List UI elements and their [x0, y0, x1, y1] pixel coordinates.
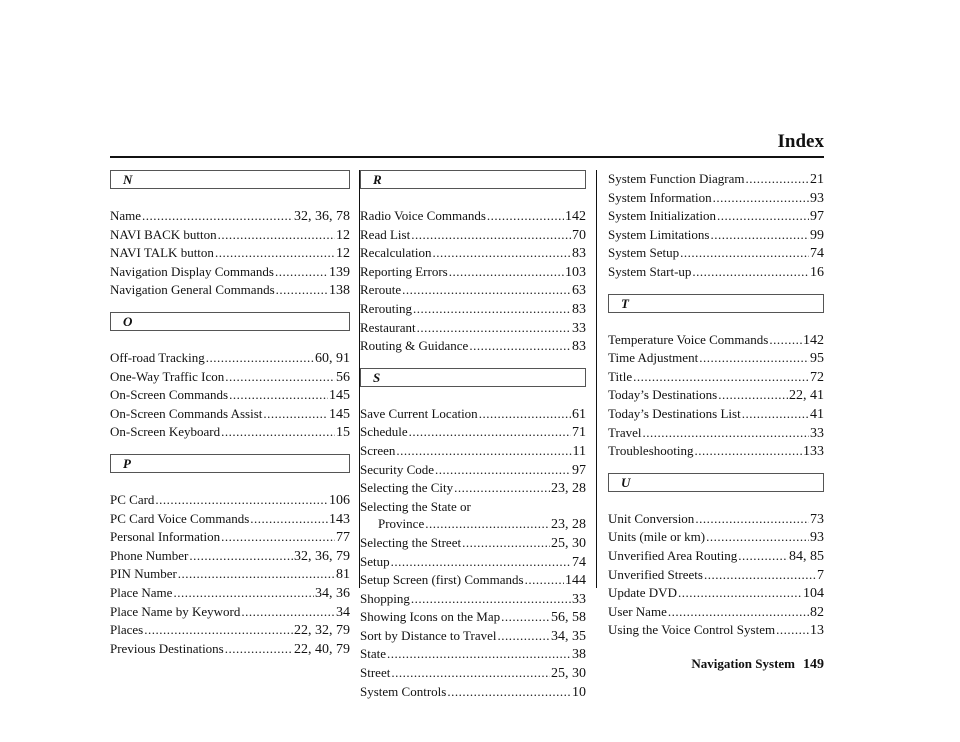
index-entry: Title ..... 72: [608, 368, 824, 387]
index-entry: Reporting Errors ..... 103: [360, 263, 586, 282]
index-entry: Unverified Area Routing ..... 84, 85: [608, 547, 824, 566]
index-entry: Screen ..... 11: [360, 442, 586, 461]
page-number: 149: [803, 657, 824, 672]
section-letter-t: T: [608, 294, 824, 313]
index-entry: System Function Diagram ..... 21: [608, 170, 824, 189]
index-entry: Selecting the City ..... 23, 28: [360, 479, 586, 498]
index-entry: Shopping ..... 33: [360, 590, 586, 609]
index-entry: Security Code ..... 97: [360, 461, 586, 480]
index-entry: PC Card ..... 106: [110, 491, 350, 510]
index-entry: Routing & Guidance ..... 83: [360, 337, 586, 356]
index-entry: Navigation General Commands ..... 138: [110, 281, 350, 300]
index-entry: System Controls ..... 10: [360, 683, 586, 702]
index-entry: Selecting the State or: [360, 498, 471, 514]
index-entry: Setup Screen (first) Commands ..... 144: [360, 571, 586, 590]
index-column-3: [608, 170, 824, 640]
index-entry: System Setup ..... 74: [608, 244, 824, 263]
index-entry: Rerouting ..... 83: [360, 300, 586, 319]
index-entry: Troubleshooting ..... 133: [608, 442, 824, 461]
section-letter-u: U: [608, 473, 824, 492]
index-entry: Place Name by Keyword ..... 34: [110, 603, 350, 622]
index-entry: On-Screen Commands ..... 145: [110, 386, 350, 405]
index-entry: Temperature Voice Commands ..... 142: [608, 331, 824, 350]
index-entry: Off-road Tracking ..... 60, 91: [110, 349, 350, 368]
index-entry: Phone Number ..... 32, 36, 79: [110, 547, 350, 566]
index-entry: On-Screen Keyboard ..... 15: [110, 423, 350, 442]
section-letter-p: P: [110, 454, 350, 473]
index-entry: User Name ..... 82: [608, 603, 824, 622]
index-entry: Personal Information ..... 77: [110, 528, 350, 547]
index-entry: Radio Voice Commands ..... 142: [360, 207, 586, 226]
index-entry: Navigation Display Commands ..... 139: [110, 263, 350, 282]
index-entry: Street ..... 25, 30: [360, 664, 586, 683]
index-entry: NAVI TALK button ..... 12: [110, 244, 350, 263]
index-entry: Units (mile or km) ..... 93: [608, 528, 824, 547]
index-entry: Unit Conversion ..... 73: [608, 510, 824, 529]
index-entry: System Information ..... 93: [608, 189, 824, 208]
index-entry: Sort by Distance to Travel ..... 34, 35: [360, 627, 586, 646]
index-entry: Showing Icons on the Map ..... 56, 58: [360, 608, 586, 627]
header-rule: [110, 156, 824, 158]
section-letter-o: O: [110, 312, 350, 331]
index-entry: Selecting the Street ..... 25, 30: [360, 534, 586, 553]
index-entry: NAVI BACK button ..... 12: [110, 226, 350, 245]
index-entry: Restaurant ..... 33: [360, 319, 586, 338]
section-letter-r: R: [360, 170, 586, 189]
index-entry: PC Card Voice Commands ..... 143: [110, 510, 350, 529]
index-entry: Place Name ..... 34, 36: [110, 584, 350, 603]
index-entry: Using the Voice Control System ..... 13: [608, 621, 824, 640]
index-entry: Recalculation ..... 83: [360, 244, 586, 263]
index-entry: Time Adjustment ..... 95: [608, 349, 824, 368]
index-entry: Read List ..... 70: [360, 226, 586, 245]
index-entry: PIN Number ..... 81: [110, 565, 350, 584]
index-entry: Province ..... 23, 28: [360, 515, 586, 534]
index-entry: Travel ..... 33: [608, 424, 824, 443]
index-entry: System Limitations ..... 99: [608, 226, 824, 245]
index-entry: On-Screen Commands Assist ..... 145: [110, 405, 350, 424]
index-column-1: [110, 170, 350, 658]
index-entry: Reroute ..... 63: [360, 281, 586, 300]
column-divider: [596, 170, 597, 588]
index-entry: Setup ..... 74: [360, 553, 586, 572]
index-entry: Save Current Location ..... 61: [360, 405, 586, 424]
index-entry: System Initialization ..... 97: [608, 207, 824, 226]
index-entry: Schedule ..... 71: [360, 423, 586, 442]
index-entry: Previous Destinations ..... 22, 40, 79: [110, 640, 350, 659]
index-entry: Today’s Destinations List ..... 41: [608, 405, 824, 424]
section-letter-s: S: [360, 368, 586, 387]
index-entry: System Start-up ..... 16: [608, 263, 824, 282]
page-title: Index: [777, 131, 824, 152]
index-entry: State ..... 38: [360, 645, 586, 664]
index-column-2: [360, 170, 586, 701]
section-letter-n: N: [110, 170, 350, 189]
index-entry: Name ..... 32, 36, 78: [110, 207, 350, 226]
footer-label: Navigation System: [691, 656, 795, 671]
index-entry: Today’s Destinations ..... 22, 41: [608, 386, 824, 405]
index-entry: One-Way Traffic Icon ..... 56: [110, 368, 350, 387]
page-footer: [691, 656, 824, 673]
index-entry: Unverified Streets ..... 7: [608, 566, 824, 585]
index-entry: Update DVD ..... 104: [608, 584, 824, 603]
index-entry: Places ..... 22, 32, 79: [110, 621, 350, 640]
